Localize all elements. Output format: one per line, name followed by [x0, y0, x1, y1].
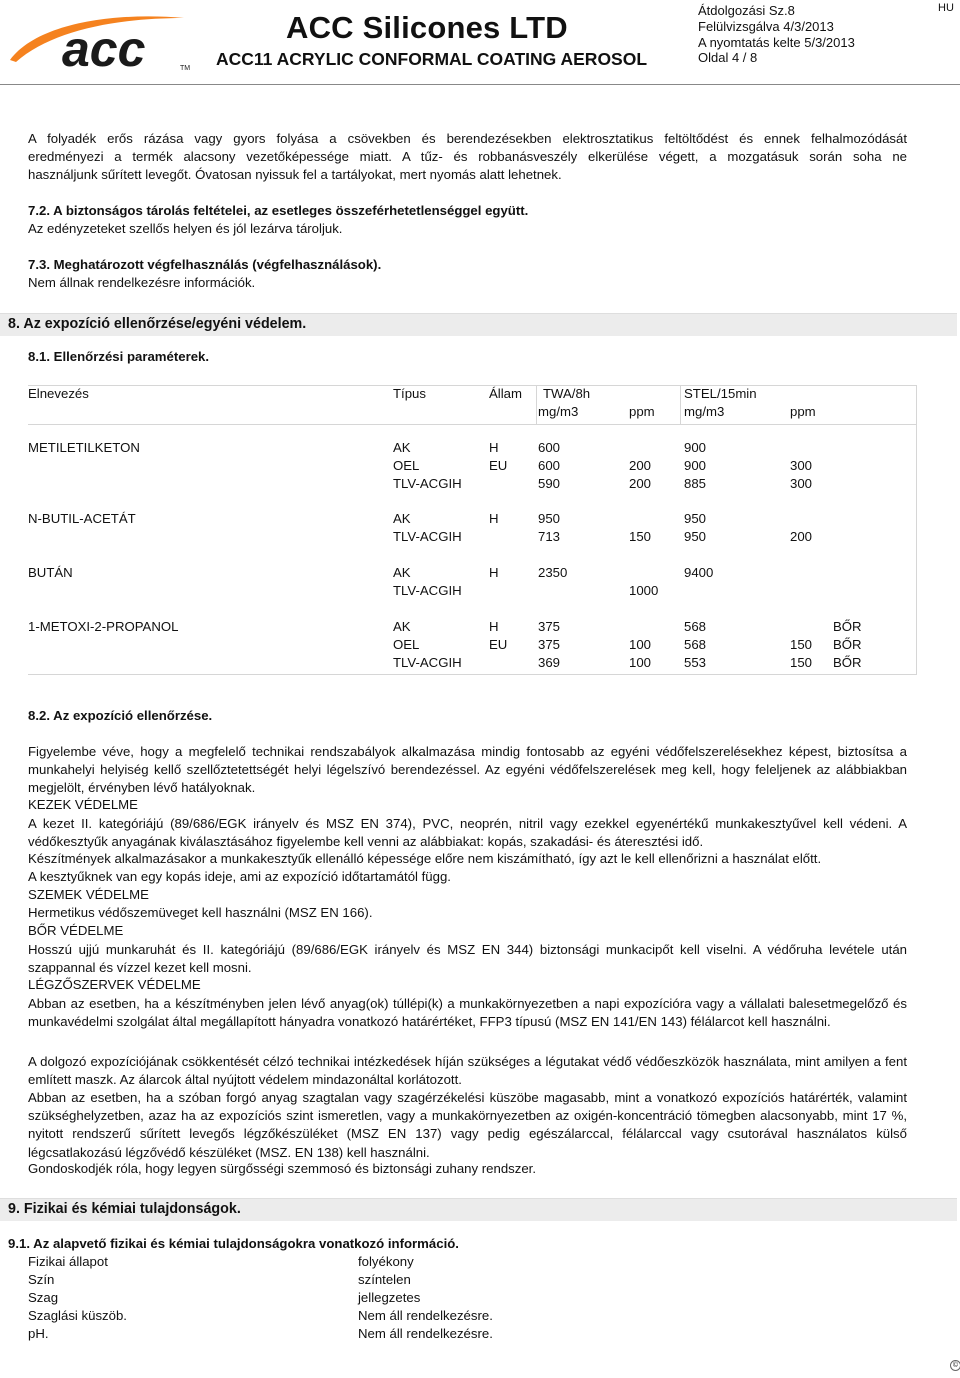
property-value: Nem áll rendelkezésre. [358, 1326, 493, 1341]
cell-state: H [489, 619, 499, 634]
revision-number: Átdolgozási Sz.8 [698, 3, 795, 18]
intro-line-1: A folyadék erős rázása vagy gyors folyása a csövekben és berendezésekben elektrosztatikus feltöltődést és ennek felhalmozódását [28, 131, 907, 146]
section-7-3-text: Nem állnak rendelkezésre információk. [28, 275, 256, 290]
cell-twa-mg: 369 [538, 655, 561, 670]
section-9-1-title: 9.1. Az alapvető fizikai és kémiai tulajdonságokra vonatkozó információ. [8, 1236, 459, 1251]
substance-name: METILETILKETON [28, 440, 140, 455]
cell-type: AK [393, 511, 411, 526]
logo-tm: TM [180, 65, 191, 72]
intro-line-2: eredményezi a termék alacsony vezetőképessége miatt. A tűz- és robbanásveszély elkerülése végett, a mozgatásuk során soha ne [28, 149, 907, 164]
cell-state: EU [489, 458, 508, 473]
section-8-title: 8. Az expozíció ellenőrzése/egyéni védelem. [8, 316, 307, 332]
cell-stel-ppm: 200 [790, 529, 813, 544]
cell-twa-ppm: 1000 [629, 583, 659, 598]
cell-state: H [489, 440, 499, 455]
skin-protection-title: BŐR VÉDELME [28, 923, 124, 938]
cell-stel-ppm: 300 [790, 476, 813, 491]
cell-stel-ppm: 150 [790, 655, 813, 670]
cell-type: AK [393, 619, 411, 634]
property-value: jellegzetes [358, 1290, 421, 1305]
cell-note: BŐR [833, 655, 862, 670]
cell-stel-mg: 950 [684, 529, 707, 544]
company-name: ACC Silicones LTD [286, 10, 568, 45]
th-twa-mg: mg/m3 [538, 404, 579, 419]
th-stel: STEL/15min [684, 386, 757, 401]
cell-stel-mg: 885 [684, 476, 707, 491]
cell-type: TLV-ACGIH [393, 529, 462, 544]
cell-stel-mg: 568 [684, 619, 707, 634]
cell-stel-mg: 568 [684, 637, 707, 652]
hand-protection-text-1: A kezet II. kategóriájú (89/686/EGK irányelv és MSZ EN 374), PVC, neoprén, nitril vagy ezekkel egyenértékű munkakesztyűvel kell védeni. A védőkesztyűk anyagának kiválasztásához figyelembe kell venni az alábbiakat: kopás, szakadási- és áteresztési idő. [28, 816, 907, 850]
cell-twa-mg: 590 [538, 476, 561, 491]
th-state: Állam [489, 386, 522, 401]
section-7-2-text: Az edényzeteket szellős helyen és jól lezárva tároljuk. [28, 221, 343, 236]
cell-twa-mg: 600 [538, 458, 561, 473]
th-type: Típus [393, 386, 426, 401]
cell-type: TLV-ACGIH [393, 583, 462, 598]
respiratory-protection-text-3: Abban az esetben, ha a szóban forgó anyag szagtalan vagy szagérzékelési küszöbe magasabb, mint a vonatkozó expozíciós határérték, valamint szükséghelyzetben, azaz ha az expozíciós szint ismeretlen, vagy a munkakörnyezetben az oxigén-koncentráció tömegben alacsonyabb, mint 17 %, nyitott rendszerű sűrített levegős légzőkészüléket (MSZ EN 137) vagy pedig egészálarccal, félálarccal vagy csutorával használatos külső légcsatlakozású légzővédő készüléket (MSZ. EN 138) kell használni. [28, 1090, 907, 1160]
cell-stel-mg: 553 [684, 655, 707, 670]
respiratory-protection-title: LÉGZŐSZERVEK VÉDELME [28, 977, 201, 992]
cell-type: OEL [393, 458, 420, 473]
property-label: Szaglási küszöb. [28, 1308, 127, 1323]
cell-stel-mg: 900 [684, 458, 707, 473]
cell-twa-mg: 713 [538, 529, 561, 544]
cell-state: EU [489, 637, 508, 652]
cell-type: OEL [393, 637, 420, 652]
cell-type: AK [393, 565, 411, 580]
section-8-1-title: 8.1. Ellenőrzési paraméterek. [28, 349, 210, 364]
th-name: Elnevezés [28, 386, 89, 401]
page-number: Oldal 4 / 8 [698, 50, 758, 65]
cell-type: TLV-ACGIH [393, 476, 462, 491]
cell-twa-ppm: 150 [629, 529, 652, 544]
cell-state: H [489, 565, 499, 580]
hand-protection-title: KEZEK VÉDELME [28, 797, 138, 812]
cell-stel-mg: 9400 [684, 565, 714, 580]
cell-note: BŐR [833, 637, 862, 652]
intro-line-3: használjunk sűrített levegőt. Óvatosan nyissuk fel a tartályokat, mert nyomás alatt lehetnek. [28, 167, 562, 182]
section-7-3-title: 7.3. Meghatározott végfelhasználás (végfelhasználások). [28, 257, 382, 272]
cell-twa-ppm: 100 [629, 637, 652, 652]
cell-twa-mg: 375 [538, 619, 561, 634]
cell-stel-mg: 900 [684, 440, 707, 455]
cell-twa-mg: 950 [538, 511, 561, 526]
property-label: Szín [28, 1272, 55, 1287]
substance-name: N-BUTIL-ACETÁT [28, 511, 136, 526]
respiratory-protection-text-1: Abban az esetben, ha a készítményben jelen lévő anyag(ok) túllépi(k) a munkakörnyezetben a napi expozícióra vagy a vállalati balesetmegelőző és munkavédelmi szolgálat által megállapított hányadra vonatkozó határértéket, FFP3 típusú (MSZ EN 141/EN 143) félálarcot kell használni. [28, 996, 907, 1030]
cell-note: BŐR [833, 619, 862, 634]
th-twa: TWA/8h [543, 386, 591, 401]
cell-stel-ppm: 150 [790, 637, 813, 652]
hand-protection-text-3: A kesztyűknek van egy kopás ideje, ami az expozíció időtartamától függ. [28, 869, 451, 884]
property-label: pH. [28, 1326, 49, 1341]
logo-text: acc [62, 21, 146, 72]
property-label: Szag [28, 1290, 59, 1305]
property-value: színtelen [358, 1272, 411, 1287]
property-value: folyékony [358, 1254, 414, 1269]
property-value: Nem áll rendelkezésre. [358, 1308, 493, 1323]
control-paragraph: Figyelembe véve, hogy a megfelelő technikai rendszabályok alkalmazása mindig fontosabb az egyéni védőfelszerelésekhez képest, biztosítsa a munkahelyi helyiség kellő szellőztetettségét helyi légelszívó berendezéssel. Az egyéni védőfelszerelések meg kell, hogy feleljenek az alábbiakban megjelölt, érvényben lévő hatályoknak. [28, 744, 907, 796]
cell-twa-ppm: 100 [629, 655, 652, 670]
cell-twa-mg: 375 [538, 637, 561, 652]
print-date: A nyomtatás kelte 5/3/2013 [698, 35, 855, 50]
section-8-2-title: 8.2. Az expozíció ellenőrzése. [28, 708, 213, 723]
cell-twa-ppm: 200 [629, 476, 652, 491]
substance-name: BUTÁN [28, 565, 73, 580]
language-code: HU [938, 2, 954, 14]
cell-state: H [489, 511, 499, 526]
cell-type: TLV-ACGIH [393, 655, 462, 670]
cell-type: AK [393, 440, 411, 455]
eye-protection-text: Hermetikus védőszemüveget kell használni (MSZ EN 166). [28, 905, 373, 920]
th-twa-ppm: ppm [629, 404, 655, 419]
copyright-mark: © [950, 1360, 960, 1371]
substance-name: 1-METOXI-2-PROPANOL [28, 619, 179, 634]
review-date: Felülvizsgálva 4/3/2013 [698, 19, 834, 34]
cell-twa-mg: 2350 [538, 565, 568, 580]
hand-protection-text-2: Készítmények alkalmazásakor a munkakesztyűk ellenálló képessége előre nem kiszámítható, így azt le kell ellenőrizni a használat előtt. [28, 851, 822, 866]
respiratory-protection-text-4: Gondoskodjék róla, hogy legyen sürgősségi szemmosó és biztonsági zuhany rendszer. [28, 1161, 537, 1176]
cell-twa-ppm: 200 [629, 458, 652, 473]
cell-stel-ppm: 300 [790, 458, 813, 473]
property-label: Fizikai állapot [28, 1254, 108, 1269]
eye-protection-title: SZEMEK VÉDELME [28, 887, 149, 902]
product-name: ACC11 ACRYLIC CONFORMAL COATING AEROSOL [216, 49, 648, 69]
respiratory-protection-text-2: A dolgozó expozíciójának csökkentését célzó technikai intézkedések híján szükséges a légutakat védő védőeszközök használata, mint amilyen a fent említett maszk. Az álarcok által nyújtott védelem mindazonáltal korlátozott. [28, 1054, 907, 1088]
section-9-title: 9. Fizikai és kémiai tulajdonságok. [8, 1201, 241, 1217]
th-stel-ppm: ppm [790, 404, 816, 419]
section-9-bar [0, 1198, 957, 1221]
section-7-2-title: 7.2. A biztonságos tárolás feltételei, az esetleges összeférhetetlenséggel együtt. [28, 203, 529, 218]
th-stel-mg: mg/m3 [684, 404, 725, 419]
skin-protection-text: Hosszú ujjú munkaruhát és II. kategóriájú (89/686/EGK irányelv és MSZ EN 344) biztonsági munkacipőt kell viselni. A védőruha levétele után szappannal és vízzel kezet kell mosni. [28, 942, 907, 976]
cell-twa-mg: 600 [538, 440, 561, 455]
cell-stel-mg: 950 [684, 511, 707, 526]
